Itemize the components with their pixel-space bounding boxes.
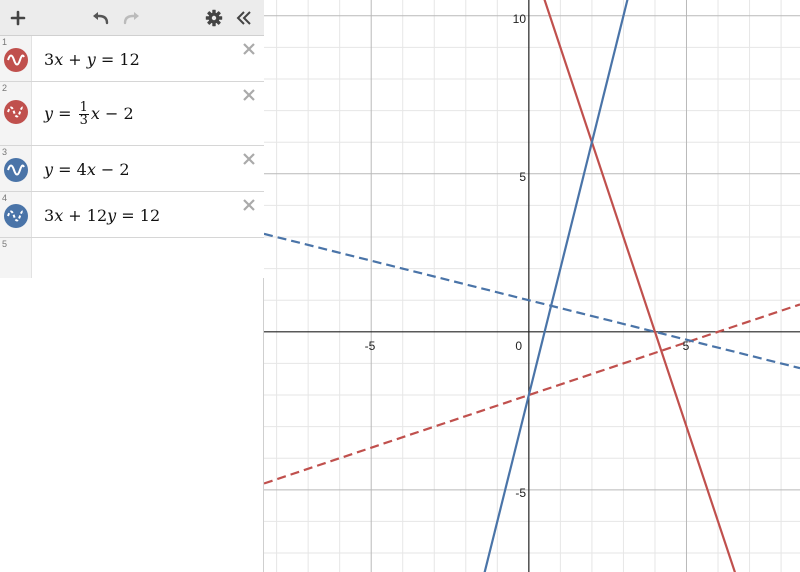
expression-row-1[interactable] <box>0 36 264 82</box>
expression-index: 5 <box>2 239 8 249</box>
axes <box>264 0 800 572</box>
wave-icon[interactable] <box>4 48 28 72</box>
expression-input-3[interactable]: y = 4x − 2 <box>44 160 130 179</box>
undo-icon[interactable] <box>88 0 114 36</box>
expression-gutter <box>0 192 32 237</box>
graph-paper[interactable] <box>264 0 800 572</box>
expression-input-1[interactable]: 3x + y = 12 <box>44 50 140 69</box>
curve-3 <box>264 0 800 572</box>
expression-input-2[interactable]: y = $\frac{1}{3}$ x − 2 <box>44 100 134 128</box>
plus-icon[interactable] <box>6 0 30 36</box>
expression-gutter <box>0 238 32 278</box>
expression-row-5[interactable] <box>0 238 264 278</box>
close-icon[interactable] <box>240 150 258 168</box>
expression-index: 4 <box>2 193 8 203</box>
expression-input-4[interactable]: 3x + 12y = 12 <box>44 206 161 225</box>
curve-4 <box>264 234 800 368</box>
expression-row-4[interactable] <box>0 192 264 238</box>
expression-row-2[interactable] <box>0 82 264 146</box>
gear-icon[interactable] <box>203 0 225 36</box>
x-tick-label: 0 <box>515 339 522 353</box>
x-tick-label: -5 <box>364 339 376 353</box>
redo-icon[interactable] <box>118 0 144 36</box>
wave-icon[interactable] <box>4 204 28 228</box>
expression-index: 2 <box>2 83 8 93</box>
y-tick-label: 5 <box>519 170 526 184</box>
fraction: $\frac{1}{3}$ <box>79 100 88 128</box>
expression-panel <box>0 0 264 572</box>
close-icon[interactable] <box>240 40 258 58</box>
major-gridlines <box>264 0 800 572</box>
close-icon[interactable] <box>240 196 258 214</box>
curve-1 <box>264 0 800 572</box>
expression-gutter <box>0 36 32 81</box>
x-tick-label: 5 <box>682 339 690 353</box>
wave-icon[interactable] <box>4 158 28 182</box>
expression-gutter <box>0 82 32 145</box>
expression-index: 1 <box>2 37 8 47</box>
minor-gridlines <box>264 0 800 572</box>
curves <box>264 0 800 572</box>
y-tick-label: 10 <box>512 12 526 26</box>
expression-toolbar <box>0 0 264 36</box>
expression-gutter <box>0 146 32 191</box>
double-chevron-left-icon[interactable] <box>232 0 256 36</box>
wave-icon[interactable] <box>4 100 28 124</box>
close-icon[interactable] <box>240 86 258 104</box>
expression-row-3[interactable] <box>0 146 264 192</box>
expression-index: 3 <box>2 147 8 157</box>
y-tick-label: -5 <box>515 486 526 500</box>
graph-canvas[interactable] <box>264 0 800 572</box>
